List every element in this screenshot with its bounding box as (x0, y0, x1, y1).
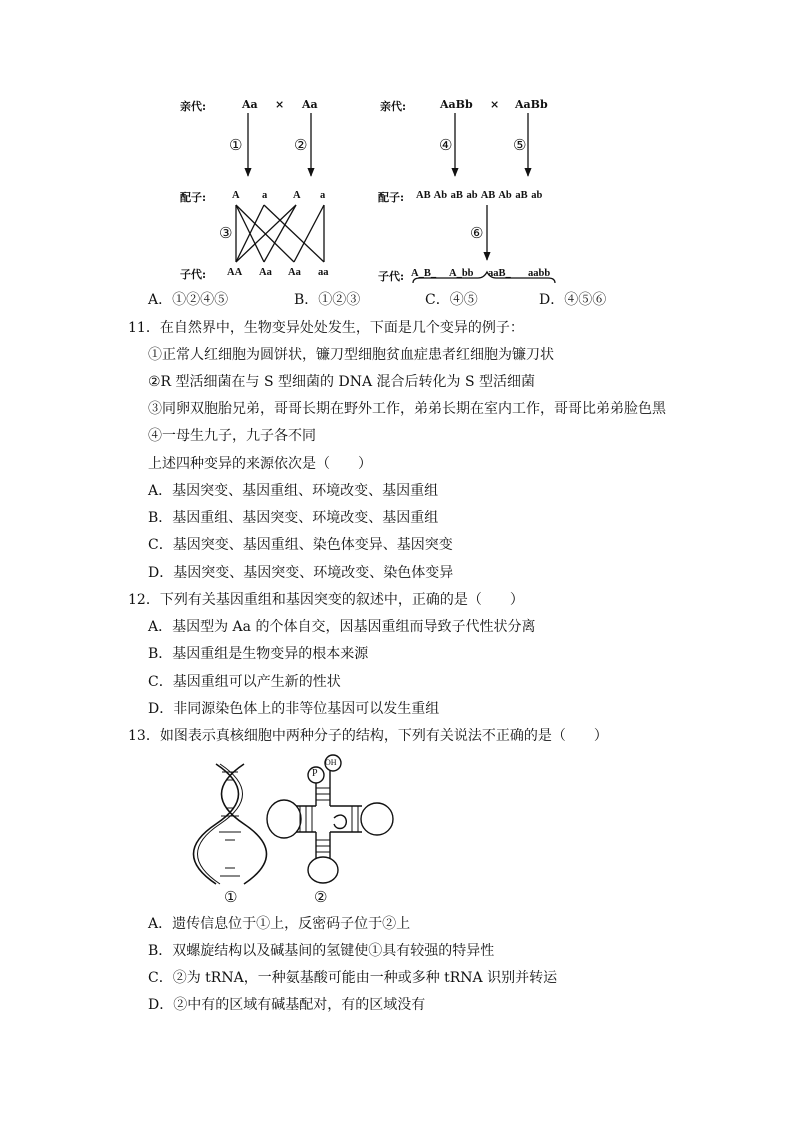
parent2-right: AaBb (515, 98, 548, 111)
q12-option-d[interactable]: D．非同源染色体上的非等位基因可以发生重组 (148, 701, 440, 717)
gamete-left-3: A (293, 190, 301, 201)
trna-oh-label: OH (325, 758, 337, 767)
parent1-right: AaBb (440, 98, 473, 111)
offspring-right-3: aaB_ (488, 268, 511, 279)
offspring-label-left: 子代: (180, 268, 207, 281)
step6-label: ⑥ (470, 224, 484, 242)
q12-option-b[interactable]: B．基因重组是生物变异的根本来源 (148, 646, 369, 662)
q13-option-b[interactable]: B．双螺旋结构以及碱基间的氢键使①具有较强的特异性 (148, 943, 495, 959)
gamete-left-4: a (320, 190, 326, 201)
trna-p-label: P (312, 768, 318, 779)
gamete-label-right: 配子: (378, 191, 405, 204)
q10-option-a[interactable]: A．①②④⑤ (148, 292, 229, 308)
q11-option-b[interactable]: B．基因重组、基因突变、环境改变、基因重组 (148, 510, 439, 526)
q12-option-c[interactable]: C．基因重组可以产生新的性状 (148, 674, 341, 690)
q13-option-d[interactable]: D．②中有的区域有碱基配对，有的区域没有 (148, 997, 426, 1013)
cross-symbol-right: × (490, 98, 500, 111)
q11-item-3: ③同卵双胞胎兄弟，哥哥长期在野外工作，弟弟长期在室内工作，哥哥比弟弟脸色黑 (148, 401, 666, 417)
cross-symbol-left: × (275, 98, 285, 111)
parent2-left: Aa (302, 98, 318, 111)
step1-label: ① (229, 136, 243, 154)
offspring-left-2: Aa (259, 267, 272, 278)
gamete-left-2: a (262, 190, 268, 201)
gamete-label-left: 配子: (180, 191, 207, 204)
figure-label-2: ② (314, 888, 328, 906)
q11-stem: 11．在自然界中，生物变异处处发生，下面是几个变异的例子： (128, 320, 524, 336)
q11-item-4: ④一母生九子，九子各不同 (148, 428, 316, 444)
q11-item-1: ①正常人红细胞为圆饼状，镰刀型细胞贫血症患者红细胞为镰刀状 (148, 347, 554, 363)
step4-label: ④ (439, 136, 453, 154)
step2-label: ② (294, 136, 308, 154)
figure-label-1: ① (224, 888, 238, 906)
step3-label: ③ (219, 224, 233, 242)
q10-option-b[interactable]: B．①②③ (294, 292, 361, 308)
offspring-left-4: aa (318, 267, 329, 278)
parent-label-left: 亲代: (180, 100, 207, 113)
q12-stem: 12．下列有关基因重组和基因突变的叙述中，正确的是（ ） (128, 592, 524, 608)
offspring-left-1: AA (227, 267, 243, 278)
trna-icon (267, 755, 393, 883)
q10-option-d[interactable]: D．④⑤⑥ (539, 292, 607, 308)
q12-option-a[interactable]: A．基因型为 Aa 的个体自交，因基因重组而导致子代性状分离 (148, 619, 536, 635)
parent-label-right: 亲代: (380, 100, 407, 113)
offspring-left-3: Aa (288, 267, 301, 278)
dna-helix-icon (194, 764, 267, 884)
q13-option-c[interactable]: C．②为 tRNA，一种氨基酸可能由一种或多种 tRNA 识别并转运 (148, 970, 558, 986)
q11-option-c[interactable]: C．基因突变、基因重组、染色体变异、基因突变 (148, 537, 453, 553)
q11-question: 上述四种变异的来源依次是（ ） (148, 456, 372, 472)
offspring-right-4: aabb (528, 268, 551, 279)
offspring-right-2: A_bb (449, 268, 474, 279)
q10-option-c[interactable]: C．④⑤ (425, 292, 478, 308)
gametes-right: AB Ab aB ab AB Ab aB ab (416, 190, 543, 201)
parent1-left: Aa (242, 98, 258, 111)
q13-stem: 13．如图表示真核细胞中两种分子的结构，下列有关说法不正确的是（ ） (128, 728, 608, 744)
q11-item-2: ②R 型活细菌在与 S 型细菌的 DNA 混合后转化为 S 型活细菌 (148, 374, 536, 390)
gamete-left-1: A (232, 190, 240, 201)
q11-option-a[interactable]: A．基因突变、基因重组、环境改变、基因重组 (148, 483, 439, 499)
offspring-label-right: 子代: (378, 270, 405, 283)
q13-option-a[interactable]: A．遗传信息位于①上，反密码子位于②上 (148, 916, 411, 932)
q11-option-d[interactable]: D．基因突变、基因突变、环境改变、染色体变异 (148, 565, 454, 581)
offspring-right-1: A_B_ (411, 268, 437, 279)
step5-label: ⑤ (513, 136, 527, 154)
